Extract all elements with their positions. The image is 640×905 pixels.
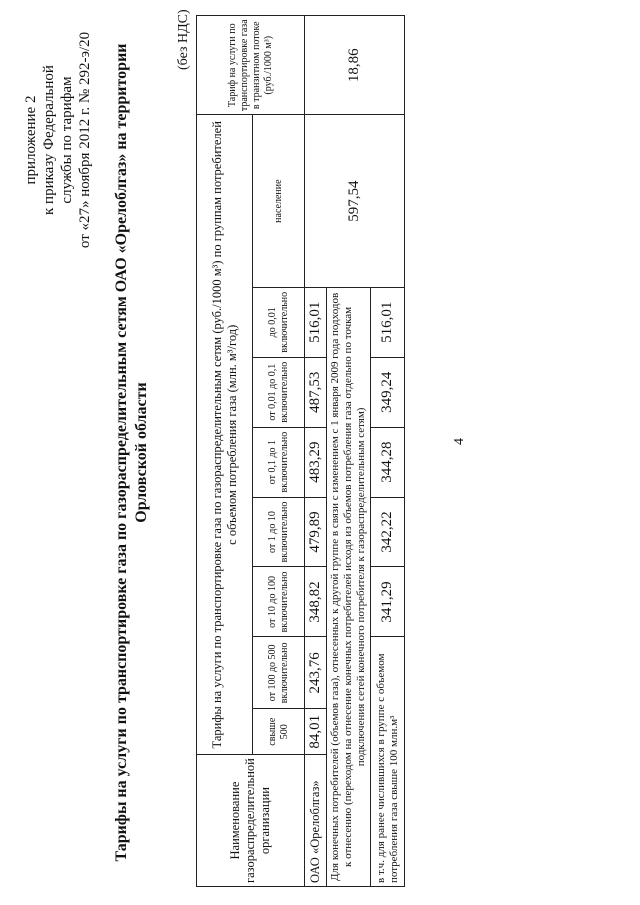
value-cell: 342,22 [371, 497, 405, 567]
appendix-line: к приказу Федеральной [41, 65, 57, 215]
header-org: Наименование газораспределительной организации [197, 755, 305, 887]
appendix-header [22, 10, 94, 270]
header-tariff-group: Тарифы на услуги по транспортировке газа по газораспределительным сетям (руб./1000 м³) по группам потребителей с объемом потребления газа (млн. м³/год) [197, 115, 253, 755]
title-line: Тарифы на услуги по транспортировке газа по газораспределительным сетям ОАО «Орелоблгаз» на территории [113, 43, 130, 862]
header-group: от 100 до 500 включительно [253, 637, 305, 709]
value-cell: 341,29 [371, 567, 405, 637]
header-group: от 0,1 до 1 включительно [253, 427, 305, 497]
header-transit: Тариф на услуги по транспортировке газа в транзитном потоке (руб./1000 м³) [197, 16, 305, 115]
document-title [112, 20, 152, 885]
value-cell: 479,89 [305, 497, 327, 567]
header-group: от 0,01 до 0,1 включительно [253, 357, 305, 427]
header-group: свыше 500 [253, 709, 305, 755]
value-cell: 84,01 [305, 709, 327, 755]
value-cell: 243,76 [305, 637, 327, 709]
value-cell: 344,28 [371, 427, 405, 497]
header-group: от 1 до 10 включительно [253, 497, 305, 567]
value-cell: 349,24 [371, 357, 405, 427]
appendix-line: приложение 2 [23, 95, 39, 185]
page-number: 4 [452, 438, 467, 445]
value-cell: 483,29 [305, 427, 327, 497]
value-cell: 516,01 [305, 287, 327, 357]
tariff-table [196, 15, 405, 887]
value-cell: 348,82 [305, 567, 327, 637]
title-line: Орловской области [133, 382, 150, 523]
value-cell: 516,01 [371, 287, 405, 357]
population-value-cell: 597,54 [305, 115, 405, 287]
appendix-line: службы по тарифам [59, 76, 75, 204]
transfer-note-cell: Для конечных потребителей (объемов газа), отнесенных к другой группе в связи с изменением с 1 января 2009 года подходов к отнесению (переходом на отнесение конечных потребителей исходя из объемов потребления газа отдельно по точкам подключения сетей конечного потребителя к газораспределительным сетям) [327, 287, 371, 886]
value-cell: 487,53 [305, 357, 327, 427]
header-group: до 0,01 включительно [253, 287, 305, 357]
transit-value-cell: 18,86 [305, 16, 405, 115]
header-group: от 10 до 100 включительно [253, 567, 305, 637]
appendix-line: от «27» ноября 2012 г. № 292-э/20 [77, 31, 93, 249]
sub-row-label: в т.ч. для ранее числившихся в группе с объемом потребления газа свыше 100 млн.м³ [371, 637, 405, 887]
org-name-cell: ОАО «Орелоблгаз» [305, 755, 327, 887]
vat-note: (без НДС) [176, 9, 191, 70]
header-group: население [253, 115, 305, 287]
